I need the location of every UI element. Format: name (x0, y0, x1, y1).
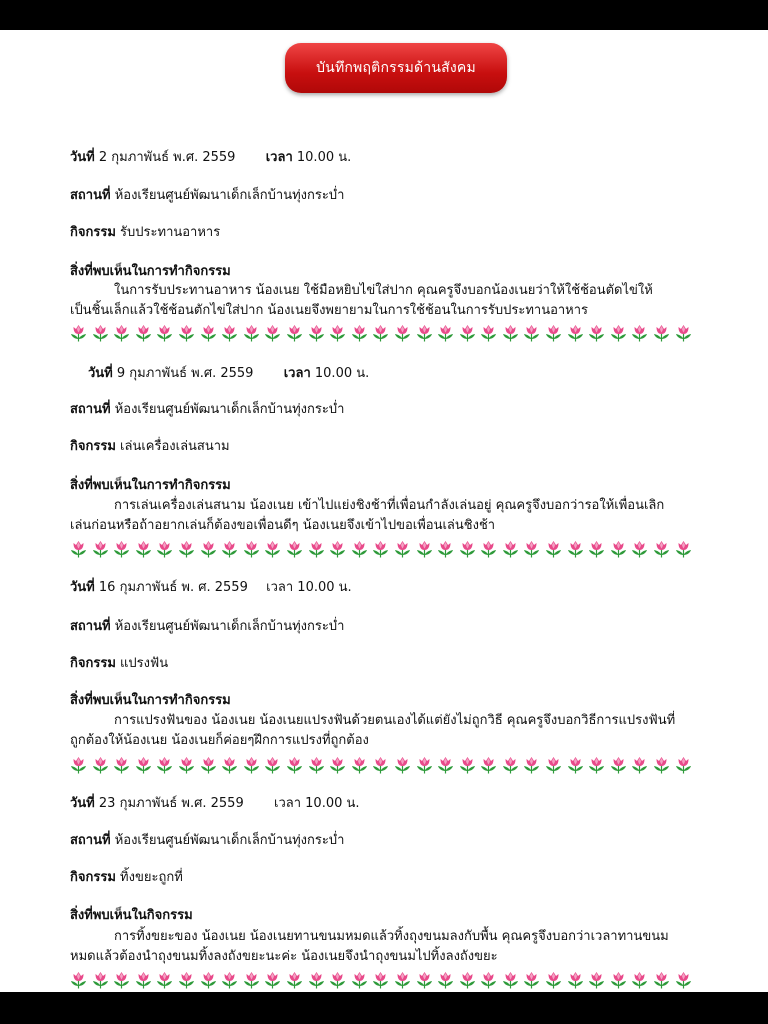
place-label: สถานที่ (70, 833, 111, 848)
place-line (70, 401, 344, 419)
pink-tulip-icon (610, 756, 627, 774)
observed-heading: สิ่งที่พบเห็นในกิจกรรม (70, 908, 193, 923)
pink-tulip-icon (588, 324, 605, 342)
pink-tulip-icon (675, 971, 692, 989)
pink-tulip-icon (113, 756, 130, 774)
pink-tulip-icon (70, 324, 87, 342)
pink-tulip-icon (437, 971, 454, 989)
observed-line-1: ในการรับประทานอาหาร น้องเนย ใช้มือหยิบไข่ใส่ปาก คุณครูจึงบอกน้องเนยว่าให้ใช้ช้อนตัดไข่ให้ (114, 283, 653, 298)
place-label: สถานที่ (70, 188, 111, 203)
pink-tulip-icon (523, 540, 540, 558)
pink-tulip-icon (135, 324, 152, 342)
pink-tulip-icon (459, 324, 476, 342)
place-label: สถานที่ (70, 402, 111, 417)
pink-tulip-icon (631, 971, 648, 989)
flower-divider (70, 756, 692, 774)
pink-tulip-icon (675, 540, 692, 558)
pink-tulip-icon (545, 540, 562, 558)
pink-tulip-icon (459, 756, 476, 774)
pink-tulip-icon (351, 540, 368, 558)
date-label: วันที่ (70, 580, 95, 595)
pink-tulip-icon (372, 971, 389, 989)
pink-tulip-icon (156, 971, 173, 989)
pink-tulip-icon (631, 756, 648, 774)
pink-tulip-icon (372, 540, 389, 558)
place-label: สถานที่ (70, 619, 111, 634)
pink-tulip-icon (264, 324, 281, 342)
pink-tulip-icon (92, 756, 109, 774)
pink-tulip-icon (502, 971, 519, 989)
pink-tulip-icon (243, 324, 260, 342)
pink-tulip-icon (675, 756, 692, 774)
activity-value: เล่นเครื่องเล่นสนาม (120, 439, 230, 454)
pink-tulip-icon (351, 971, 368, 989)
pink-tulip-icon (113, 540, 130, 558)
pink-tulip-icon (502, 540, 519, 558)
pink-tulip-icon (92, 324, 109, 342)
pink-tulip-icon (610, 971, 627, 989)
pink-tulip-icon (221, 971, 238, 989)
activity-line (70, 224, 220, 242)
pink-tulip-icon (200, 971, 217, 989)
pink-tulip-icon (502, 756, 519, 774)
observed-line-1: การทิ้งขยะของ น้องเนย น้องเนยทานขนมหมดแล้วทิ้งถุงขนมลงกับพื้น คุณครูจึงบอกว่าเวลาทานขนม (114, 929, 669, 944)
flower-divider (70, 540, 692, 558)
pink-tulip-icon (567, 324, 584, 342)
place-value: ห้องเรียนศูนย์พัฒนาเด็กเล็กบ้านทุ่งกระบ่ำ (114, 402, 345, 417)
pink-tulip-icon (308, 756, 325, 774)
observed-line-2: ถูกต้องให้น้องเนย น้องเนยก็ค่อยๆฝึกการแปรงที่ถูกต้อง (70, 733, 369, 748)
observed-heading: สิ่งที่พบเห็นในการทำกิจกรรม (70, 693, 231, 708)
pink-tulip-icon (567, 971, 584, 989)
pink-tulip-icon (178, 756, 195, 774)
pink-tulip-icon (135, 540, 152, 558)
pink-tulip-icon (459, 540, 476, 558)
pink-tulip-icon (394, 324, 411, 342)
pink-tulip-icon (416, 756, 433, 774)
pink-tulip-icon (92, 540, 109, 558)
place-line (70, 618, 344, 636)
pink-tulip-icon (70, 756, 87, 774)
pink-tulip-icon (308, 324, 325, 342)
observed-line-2: เล่นก่อนหรือถ้าอยากเล่นก็ต้องขอเพื่อนดีๆ น้องเนยจึงเข้าไปขอเพื่อนเล่นชิงช้า (70, 518, 496, 533)
pink-tulip-icon (135, 971, 152, 989)
time-label: เวลา (265, 150, 293, 165)
activity-line (70, 438, 230, 456)
pink-tulip-icon (178, 971, 195, 989)
pink-tulip-icon (113, 971, 130, 989)
pink-tulip-icon (243, 540, 260, 558)
pink-tulip-icon (567, 540, 584, 558)
pink-tulip-icon (286, 324, 303, 342)
observed-line-2: เป็นชิ้นเล็กแล้วใช้ช้อนตักไข่ใส่ปาก น้องเนยจึงพยายามในการใช้ช้อนในการรับประทานอาหาร (70, 303, 589, 318)
date-value: 2 กุมภาพันธ์ พ.ศ. 2559 (98, 150, 236, 165)
pink-tulip-icon (394, 971, 411, 989)
date-value: 23 กุมภาพันธ์ พ.ศ. 2559 (98, 796, 244, 811)
pink-tulip-icon (523, 756, 540, 774)
pink-tulip-icon (264, 756, 281, 774)
pink-tulip-icon (588, 756, 605, 774)
pink-tulip-icon (545, 324, 562, 342)
pink-tulip-icon (113, 324, 130, 342)
place-line (70, 832, 344, 850)
activity-line (70, 655, 168, 673)
pink-tulip-icon (480, 324, 497, 342)
date-line (70, 795, 360, 813)
pink-tulip-icon (70, 540, 87, 558)
activity-value: ทิ้งขยะถูกที่ (120, 870, 183, 885)
date-line (70, 149, 351, 167)
pink-tulip-icon (480, 971, 497, 989)
pink-tulip-icon (243, 971, 260, 989)
date-value: 9 กุมภาพันธ์ พ.ศ. 2559 (116, 366, 254, 381)
title-banner-button[interactable] (285, 43, 507, 93)
pink-tulip-icon (308, 540, 325, 558)
pink-tulip-icon (480, 540, 497, 558)
document-page (0, 30, 768, 992)
pink-tulip-icon (286, 756, 303, 774)
pink-tulip-icon (372, 756, 389, 774)
pink-tulip-icon (480, 756, 497, 774)
observed-text (70, 281, 690, 321)
pink-tulip-icon (135, 756, 152, 774)
activity-label: กิจกรรม (70, 870, 116, 885)
time-label: เวลา (274, 796, 302, 811)
pink-tulip-icon (416, 324, 433, 342)
pink-tulip-icon (416, 971, 433, 989)
pink-tulip-icon (631, 540, 648, 558)
pink-tulip-icon (221, 324, 238, 342)
pink-tulip-icon (588, 971, 605, 989)
pink-tulip-icon (329, 324, 346, 342)
pink-tulip-icon (92, 971, 109, 989)
pink-tulip-icon (286, 540, 303, 558)
date-label: วันที่ (88, 366, 113, 381)
date-value: 16 กุมภาพันธ์ พ. ศ. 2559 (98, 580, 248, 595)
pink-tulip-icon (156, 756, 173, 774)
observed-line-2: หมดแล้วต้องนำถุงขนมทิ้งลงถังขยะนะค่ะ น้องเนยจึงนำถุงขนมไปทิ้งลงถังขยะ (70, 949, 498, 964)
time-value: 10.00 น. (305, 796, 360, 811)
date-line (88, 365, 369, 383)
activity-value: รับประทานอาหาร (120, 225, 221, 240)
pink-tulip-icon (221, 540, 238, 558)
activity-value: แปรงฟัน (120, 656, 169, 671)
pink-tulip-icon (351, 324, 368, 342)
observed-text (70, 711, 690, 751)
pink-tulip-icon (308, 971, 325, 989)
observed-heading: สิ่งที่พบเห็นในการทำกิจกรรม (70, 264, 231, 279)
pink-tulip-icon (545, 756, 562, 774)
pink-tulip-icon (653, 540, 670, 558)
observed-heading: สิ่งที่พบเห็นในการทำกิจกรรม (70, 478, 231, 493)
pink-tulip-icon (264, 540, 281, 558)
pink-tulip-icon (221, 756, 238, 774)
pink-tulip-icon (523, 324, 540, 342)
pink-tulip-icon (588, 540, 605, 558)
observed-line-1: การเล่นเครื่องเล่นสนาม น้องเนย เข้าไปแย่งชิงช้าที่เพื่อนกำลังเล่นอยู่ คุณครูจึงบอกว่ารอให้เพื่อนเลิก (114, 498, 665, 513)
date-label: วันที่ (70, 150, 95, 165)
pink-tulip-icon (200, 324, 217, 342)
pink-tulip-icon (567, 756, 584, 774)
pink-tulip-icon (437, 324, 454, 342)
place-value: ห้องเรียนศูนย์พัฒนาเด็กเล็กบ้านทุ่งกระบ่ำ (114, 833, 345, 848)
pink-tulip-icon (502, 324, 519, 342)
pink-tulip-icon (394, 540, 411, 558)
date-label: วันที่ (70, 796, 95, 811)
pink-tulip-icon (610, 324, 627, 342)
pink-tulip-icon (243, 756, 260, 774)
pink-tulip-icon (70, 971, 87, 989)
pink-tulip-icon (156, 324, 173, 342)
pink-tulip-icon (610, 540, 627, 558)
pink-tulip-icon (437, 756, 454, 774)
place-line (70, 187, 344, 205)
flower-divider (70, 324, 692, 342)
page-title: บันทึกพฤติกรรมด้านสังคม (316, 60, 476, 76)
pink-tulip-icon (351, 756, 368, 774)
activity-label: กิจกรรม (70, 439, 116, 454)
place-value: ห้องเรียนศูนย์พัฒนาเด็กเล็กบ้านทุ่งกระบ่ำ (114, 188, 345, 203)
pink-tulip-icon (178, 324, 195, 342)
observed-line-1: การแปรงฟันของ น้องเนย น้องเนยแปรงฟันด้วยตนเองได้แต่ยังไม่ถูกวิธี คุณครูจึงบอกวิธีการแปรงฟันที่ (114, 713, 676, 728)
activity-line (70, 869, 183, 887)
pink-tulip-icon (653, 971, 670, 989)
date-line (70, 579, 352, 597)
activity-label: กิจกรรม (70, 656, 116, 671)
pink-tulip-icon (631, 324, 648, 342)
observed-text (70, 927, 690, 967)
pink-tulip-icon (329, 756, 346, 774)
pink-tulip-icon (264, 971, 281, 989)
pink-tulip-icon (200, 756, 217, 774)
pink-tulip-icon (653, 324, 670, 342)
observed-text (70, 496, 690, 536)
pink-tulip-icon (372, 324, 389, 342)
pink-tulip-icon (437, 540, 454, 558)
pink-tulip-icon (200, 540, 217, 558)
time-value: 10.00 น. (314, 366, 370, 381)
time-label: เวลา (266, 580, 294, 595)
pink-tulip-icon (286, 971, 303, 989)
time-value: 10.00 น. (297, 580, 352, 595)
time-label: เวลา (283, 366, 311, 381)
pink-tulip-icon (178, 540, 195, 558)
pink-tulip-icon (156, 540, 173, 558)
pink-tulip-icon (459, 971, 476, 989)
place-value: ห้องเรียนศูนย์พัฒนาเด็กเล็กบ้านทุ่งกระบ่ำ (114, 619, 345, 634)
pink-tulip-icon (394, 756, 411, 774)
time-value: 10.00 น. (296, 150, 352, 165)
pink-tulip-icon (416, 540, 433, 558)
flower-divider (70, 971, 692, 989)
pink-tulip-icon (523, 971, 540, 989)
activity-label: กิจกรรม (70, 225, 116, 240)
pink-tulip-icon (329, 971, 346, 989)
pink-tulip-icon (653, 756, 670, 774)
pink-tulip-icon (545, 971, 562, 989)
pink-tulip-icon (329, 540, 346, 558)
pink-tulip-icon (675, 324, 692, 342)
